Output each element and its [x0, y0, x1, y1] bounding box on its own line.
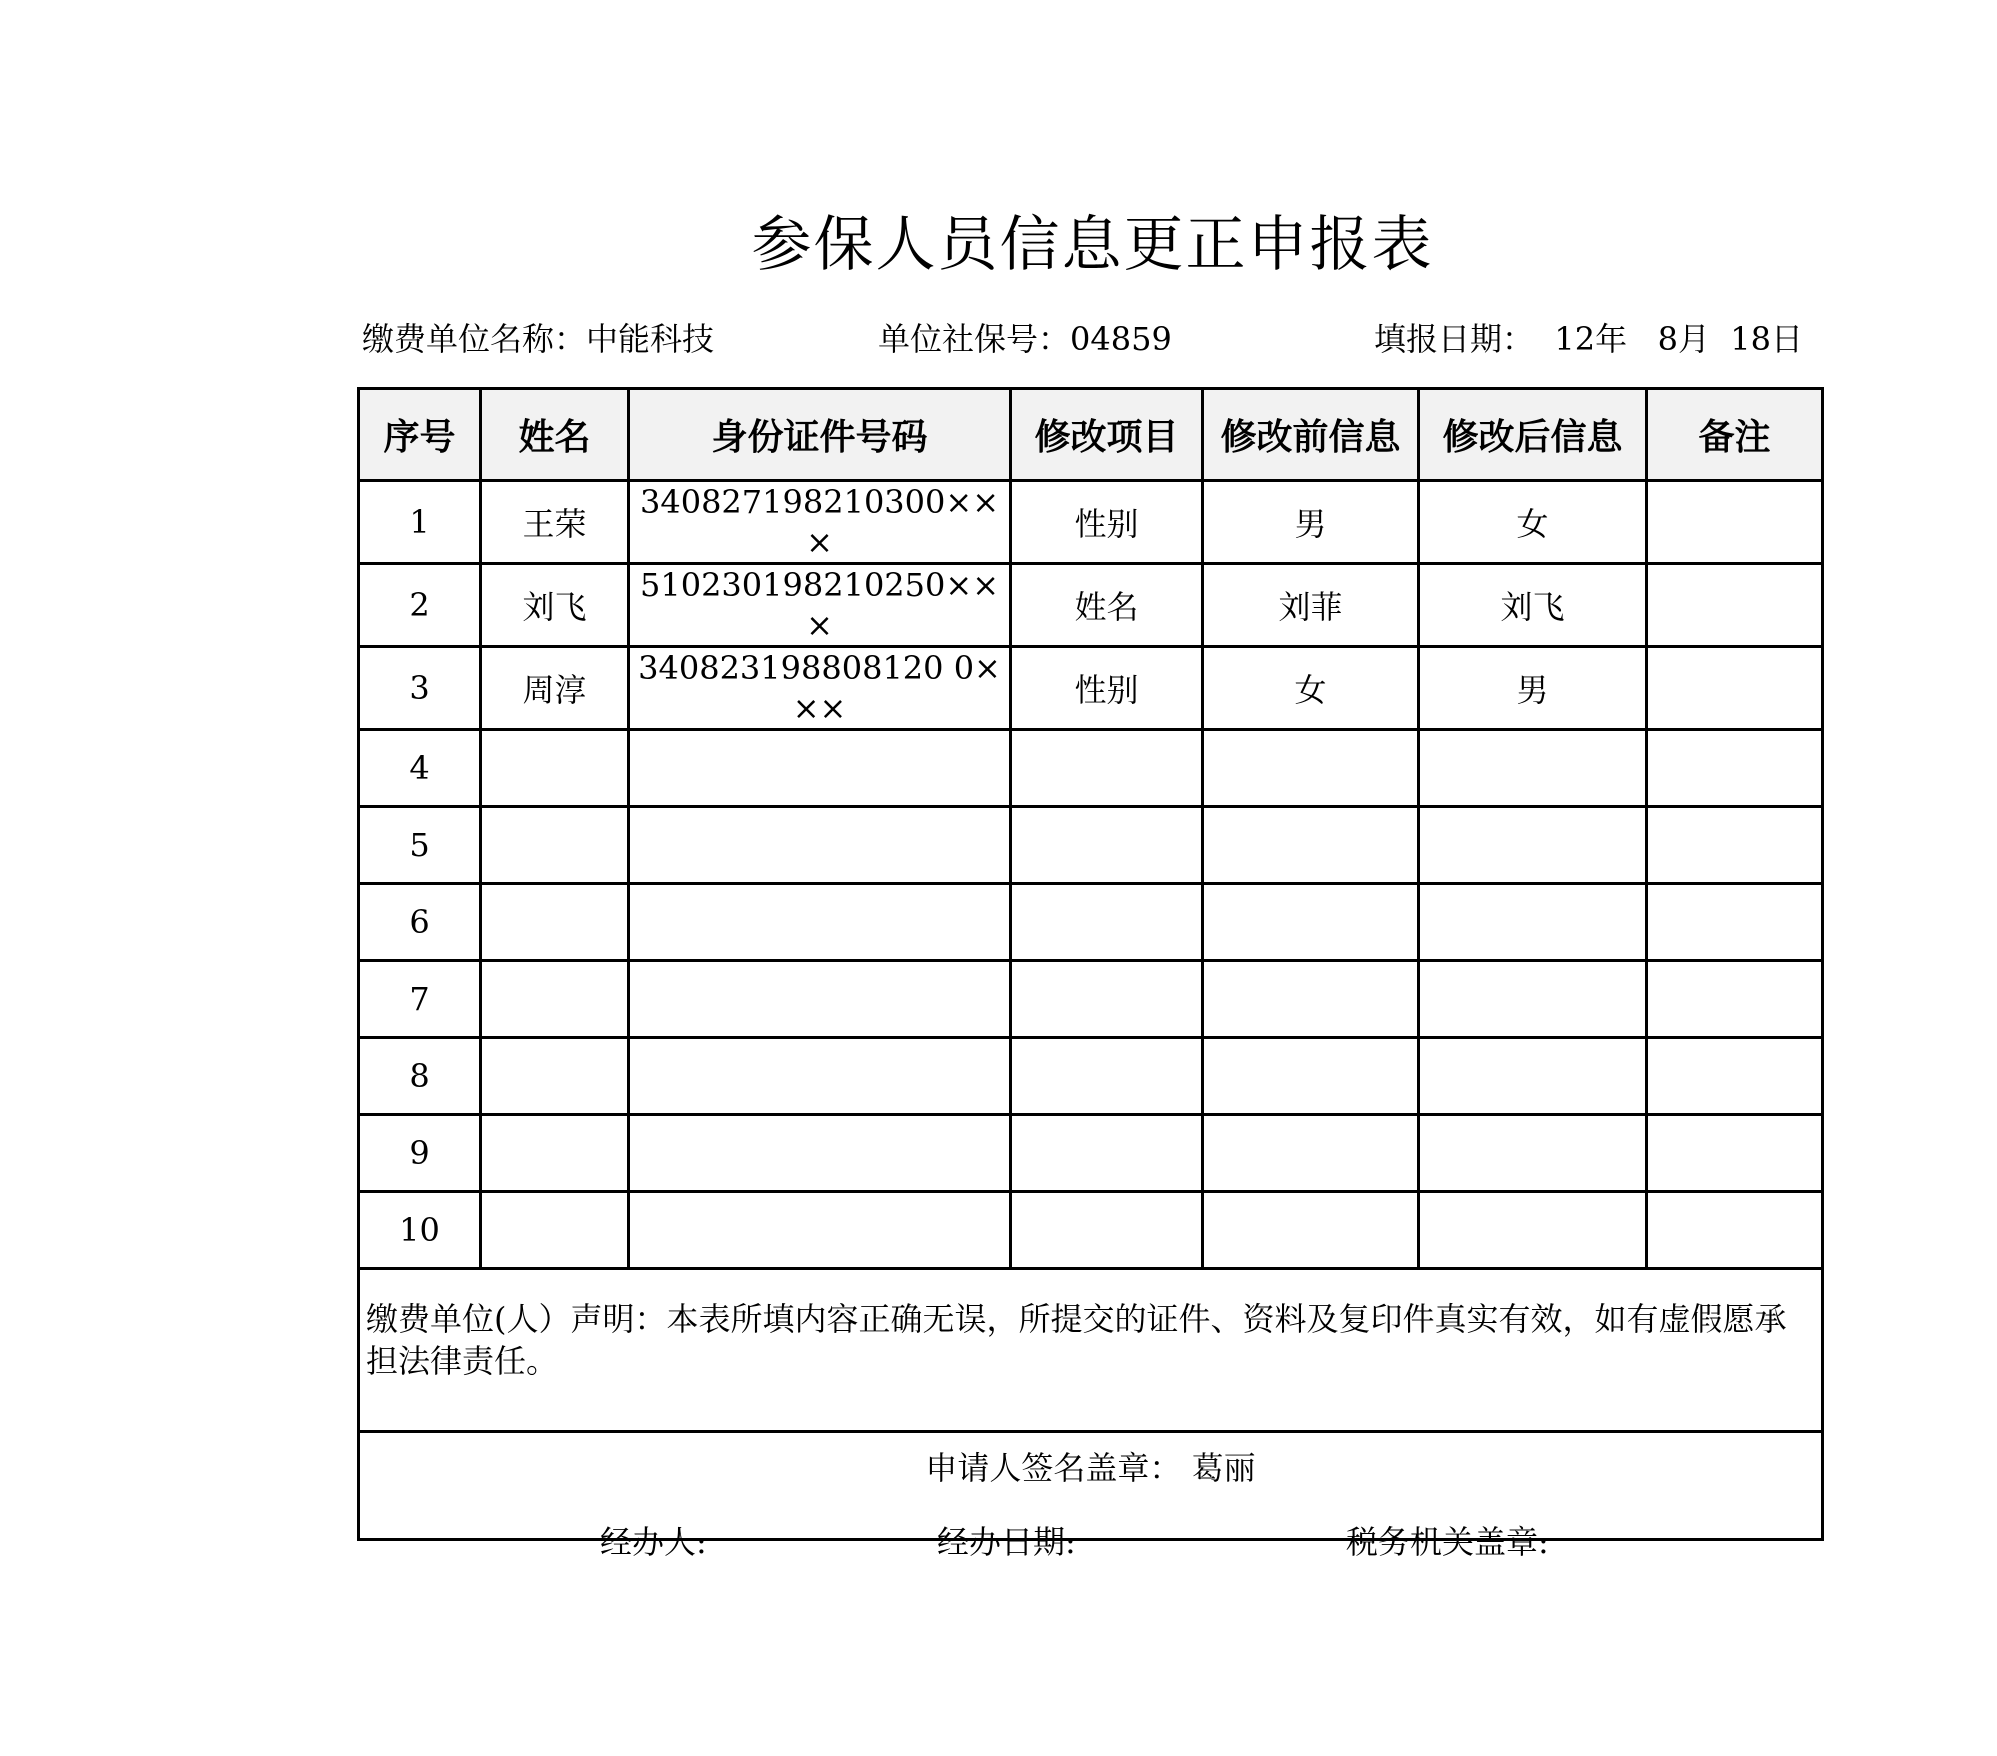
- correction-table: [357, 387, 1824, 1541]
- row-number: 10: [359, 1192, 481, 1269]
- header-note: 备注: [1647, 389, 1823, 481]
- row-name: [481, 961, 629, 1038]
- row-change-item: [1011, 1115, 1203, 1192]
- table-row: [359, 961, 1823, 1038]
- header-name: 姓名: [481, 389, 629, 481]
- row-id-number: 340827198210300×××: [629, 481, 1011, 564]
- row-before: 男: [1203, 481, 1419, 564]
- row-note: [1647, 564, 1823, 647]
- row-id-number: [629, 807, 1011, 884]
- row-before: [1203, 961, 1419, 1038]
- row-name: [481, 730, 629, 807]
- row-after: [1419, 884, 1647, 961]
- row-before: 刘菲: [1203, 564, 1419, 647]
- row-change-item: [1011, 884, 1203, 961]
- report-date: 填报日期： 12年 8月 18日: [1374, 320, 1804, 358]
- row-note: [1647, 1038, 1823, 1115]
- row-change-item: [1011, 961, 1203, 1038]
- row-after: [1419, 1038, 1647, 1115]
- row-id-number: [629, 884, 1011, 961]
- row-after: [1419, 961, 1647, 1038]
- row-change-item: [1011, 807, 1203, 884]
- row-name: [481, 1038, 629, 1115]
- row-name: [481, 884, 629, 961]
- unit-name: 缴费单位名称：中能科技: [362, 320, 715, 358]
- row-id-number: 340823198808120 0×××: [629, 647, 1011, 730]
- row-change-item: [1011, 730, 1203, 807]
- table-row: [359, 807, 1823, 884]
- row-number: 7: [359, 961, 481, 1038]
- row-change-item: 性别: [1011, 647, 1203, 730]
- row-name: 王荣: [481, 481, 629, 564]
- row-change-item: 性别: [1011, 481, 1203, 564]
- header-no: 序号: [359, 389, 481, 481]
- table-row: [359, 564, 1823, 647]
- row-name: [481, 1192, 629, 1269]
- row-name: [481, 807, 629, 884]
- row-after: [1419, 807, 1647, 884]
- table-row: [359, 1038, 1823, 1115]
- row-before: [1203, 1115, 1419, 1192]
- row-before: 女: [1203, 647, 1419, 730]
- row-after: [1419, 1192, 1647, 1269]
- declaration-statement: 缴费单位(人）声明：本表所填内容正确无误，所提交的证件、资料及复印件真实有效，如有虚假愿承担法律责任。: [359, 1269, 1823, 1432]
- row-number: 6: [359, 884, 481, 961]
- tax-seal-label: 税务机关盖章:: [1346, 1523, 1549, 1561]
- row-number: 1: [359, 481, 481, 564]
- row-change-item: [1011, 1038, 1203, 1115]
- row-before: [1203, 1038, 1419, 1115]
- row-number: 9: [359, 1115, 481, 1192]
- header-before: 修改前信息: [1203, 389, 1419, 481]
- row-id-number: [629, 961, 1011, 1038]
- row-note: [1647, 1115, 1823, 1192]
- row-number: 2: [359, 564, 481, 647]
- header-after: 修改后信息: [1419, 389, 1647, 481]
- table-row: [359, 1192, 1823, 1269]
- row-name: 周淳: [481, 647, 629, 730]
- row-note: [1647, 884, 1823, 961]
- row-note: [1647, 730, 1823, 807]
- page-title: 参保人员信息更正申报表: [751, 210, 1434, 280]
- row-before: [1203, 1192, 1419, 1269]
- row-after: 男: [1419, 647, 1647, 730]
- unit-social-security-code: 单位社保号：04859: [878, 320, 1172, 358]
- handle-date-label: 经办日期:: [937, 1523, 1076, 1561]
- row-change-item: 姓名: [1011, 564, 1203, 647]
- row-number: 5: [359, 807, 481, 884]
- header-change-item: 修改项目: [1011, 389, 1203, 481]
- row-id-number: [629, 730, 1011, 807]
- row-name: 刘飞: [481, 564, 629, 647]
- row-after: 女: [1419, 481, 1647, 564]
- table-row: [359, 481, 1823, 564]
- row-note: [1647, 961, 1823, 1038]
- row-before: [1203, 884, 1419, 961]
- row-after: [1419, 1115, 1647, 1192]
- row-after: 刘飞: [1419, 564, 1647, 647]
- header-row: [359, 389, 1823, 481]
- row-id-number: [629, 1038, 1011, 1115]
- row-number: 4: [359, 730, 481, 807]
- table-row: [359, 730, 1823, 807]
- row-id-number: 510230198210250×××: [629, 564, 1011, 647]
- table-row: [359, 884, 1823, 961]
- row-note: [1647, 1192, 1823, 1269]
- row-before: [1203, 807, 1419, 884]
- row-before: [1203, 730, 1419, 807]
- row-after: [1419, 730, 1647, 807]
- handler-label: 经办人:: [600, 1523, 707, 1561]
- header-id-number: 身份证件号码: [629, 389, 1011, 481]
- row-name: [481, 1115, 629, 1192]
- row-note: [1647, 647, 1823, 730]
- row-id-number: [629, 1192, 1011, 1269]
- table-row: [359, 647, 1823, 730]
- row-note: [1647, 807, 1823, 884]
- row-note: [1647, 481, 1823, 564]
- row-change-item: [1011, 1192, 1203, 1269]
- applicant-signature: 申请人签名盖章： 葛丽: [359, 1432, 1823, 1540]
- row-id-number: [629, 1115, 1011, 1192]
- row-number: 3: [359, 647, 481, 730]
- table-row: [359, 1115, 1823, 1192]
- row-number: 8: [359, 1038, 481, 1115]
